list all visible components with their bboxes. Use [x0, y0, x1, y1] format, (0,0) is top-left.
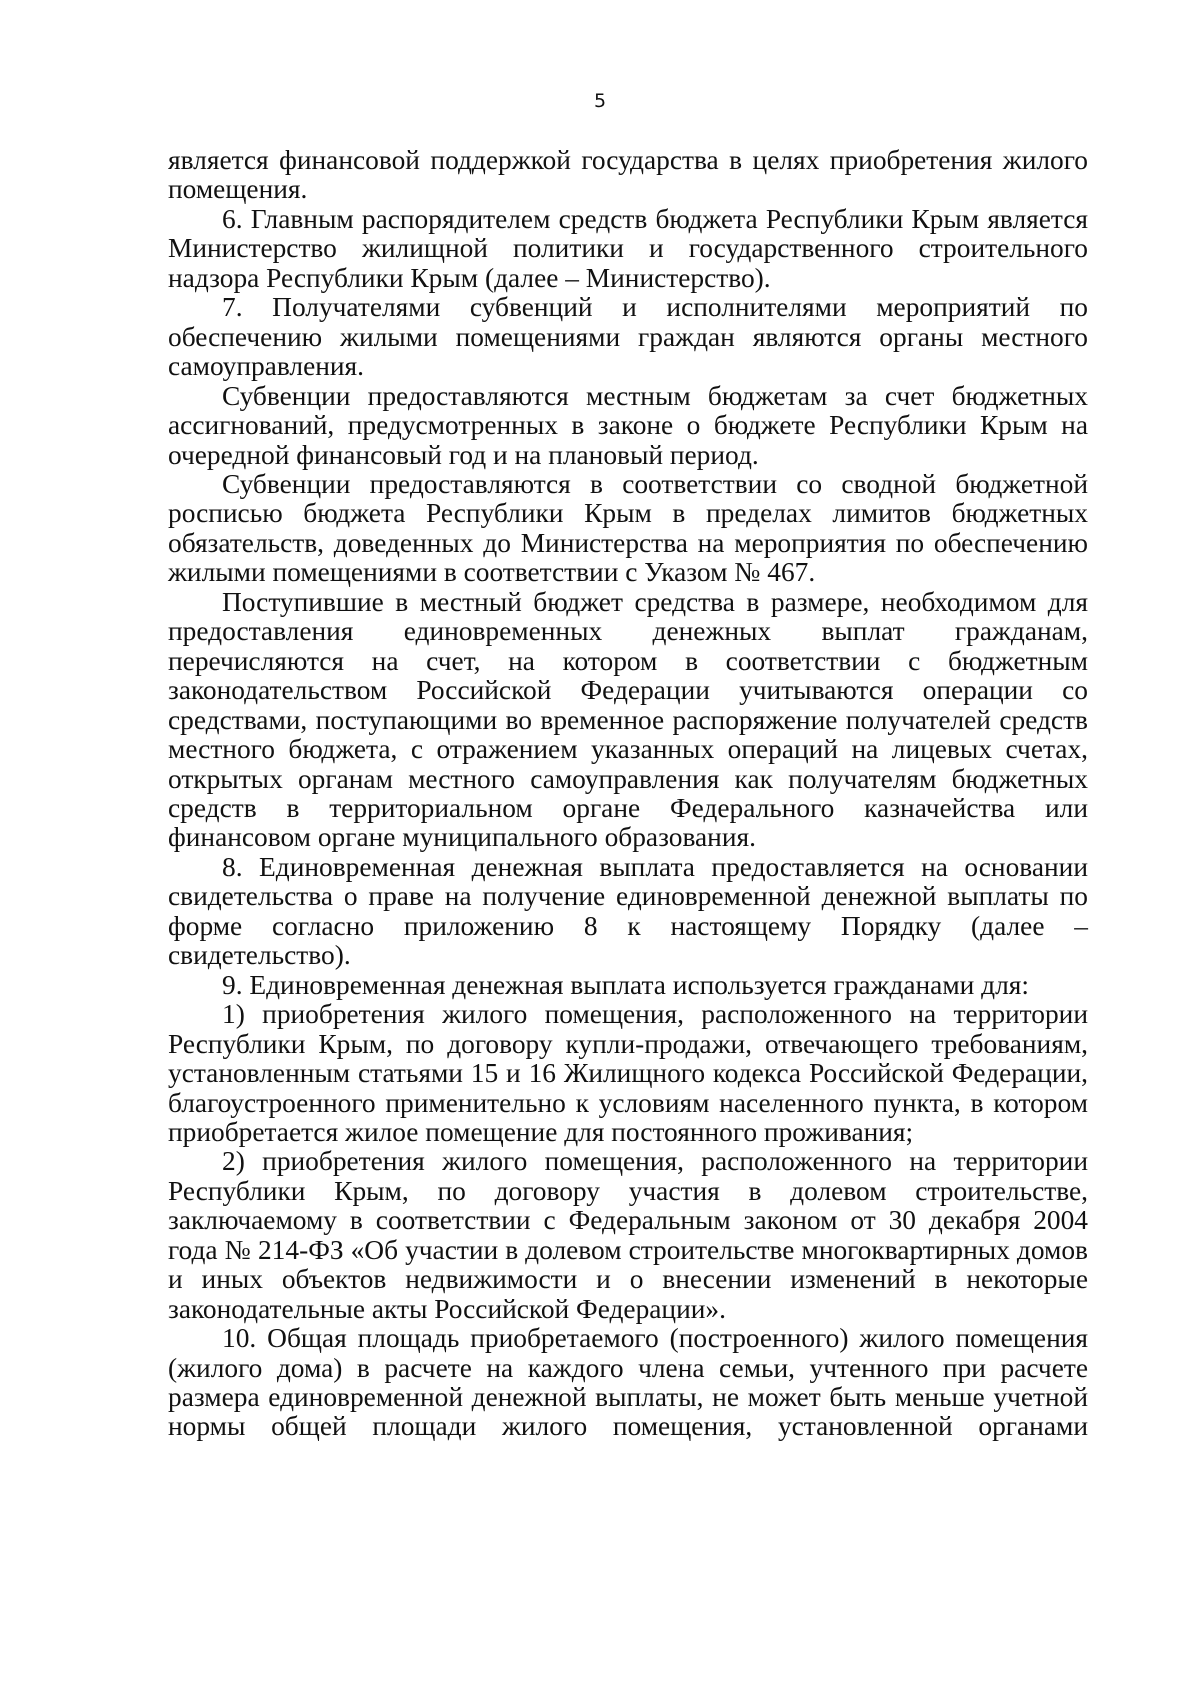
paragraph-item-9-1: 1) приобретения жилого помещения, расположенного на территории Республики Крым, по договору купли-продажи, отвечающего требованиям, установленным статьями 15 и 16 Жилищного кодекса Российской Федерации, благоустроенного применительно к условиям населенного пункта, в котором приобретается жилое помещение для постоянного проживания; — [168, 999, 1088, 1147]
paragraph-subventions-budget: Субвенции предоставляются местным бюджетам за счет бюджетных ассигнований, предусмотренных в законе о бюджете Республики Крым на очередной финансовый год и на плановый период. — [168, 380, 1088, 470]
paragraph-item-7: 7. Получателями субвенций и исполнителями мероприятий по обеспечению жилыми помещениями граждан являются органы местного самоуправления. — [168, 292, 1088, 382]
page-number: 5 — [593, 90, 607, 112]
paragraph-subventions-register: Субвенции предоставляются в соответствии со сводной бюджетной росписью бюджета Республики Крым в пределах лимитов бюджетных обязательств, доведенных до Министерства на мероприятия по обеспечению жилыми помещениями в соответствии с Указом № 467. — [168, 468, 1088, 588]
paragraph-item-6: 6. Главным распорядителем средств бюджета Республики Крым является Министерство жилищной политики и государственного строительного надзора Республики Крым (далее – Министерство). — [168, 203, 1088, 293]
paragraph-continuation: является финансовой поддержкой государства в целях приобретения жилого помещения. — [168, 145, 1088, 205]
paragraph-item-9: 9. Единовременная денежная выплата используется гражданами для: — [222, 969, 1029, 1000]
paragraph-item-10: 10. Общая площадь приобретаемого (построенного) жилого помещения (жилого дома) в расчете на каждого члена семьи, учтенного при расчете размера единовременной денежной выплаты, не может быть меньше учетной нормы общей площади жилого помещения, установленной органами — [168, 1323, 1088, 1442]
document-body — [168, 146, 1088, 1442]
paragraph-item-8: 8. Единовременная денежная выплата предоставляется на основании свидетельства о праве на получение единовременной денежной выплаты по форме согласно приложению 8 к настоящему Порядку (далее – свидетельство). — [168, 851, 1088, 971]
paragraph-item-9-2: 2) приобретения жилого помещения, расположенного на территории Республики Крым, по договору участия в долевом строительстве, заключаемому в соответствии с Федеральным законом от 30 декабря 2004 года № 214-ФЗ «Об участии в долевом строительстве многоквартирных домов и иных объектов недвижимости и о внесении изменений в некоторые законодательные акты Российской Федерации». — [168, 1146, 1088, 1324]
paragraph-funds-transfer: Поступившие в местный бюджет средства в размере, необходимом для предоставления единовременных денежных выплат гражданам, перечисляются на счет, на котором в соответствии с бюджетным законодательством Российской Федерации учитываются операции со средствами, поступающими во временное распоряжение получателей средств местного бюджета, с отражением указанных операций на лицевых счетах, открытых органам местного самоуправления как получателям бюджетных средств в территориальном органе Федерального казначейства или финансовом органе муниципального образования. — [168, 586, 1088, 853]
